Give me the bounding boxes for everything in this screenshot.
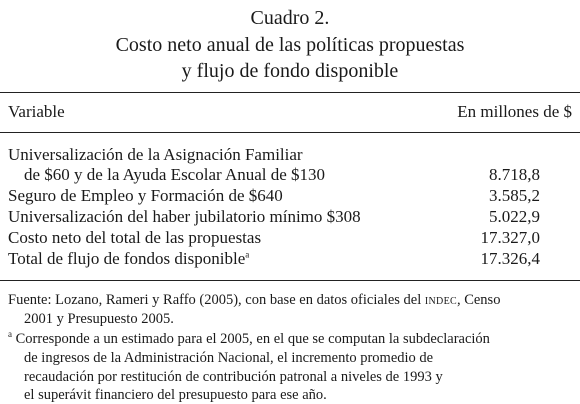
source-note	[8, 291, 570, 311]
row-value: 17.326,4	[480, 249, 540, 268]
row-label-text: Total de flujo de fondos disponible	[8, 249, 246, 268]
source-note-line-2: 2001 y Presupuesto 2005.	[24, 311, 174, 327]
row-label: Universalización del haber jubilatorio mínimo $308	[8, 207, 361, 226]
row-value: 8.718,8	[489, 165, 540, 184]
footnote-text: Corresponde a un estimado para el 2005, en el que se computan la subdeclaración	[12, 331, 490, 347]
footnote	[8, 330, 570, 348]
row-value: 17.327,0	[480, 228, 540, 247]
footnote-line-3: recaudación por restitución de contribución patronal a niveles de 1993 y	[24, 369, 443, 385]
row-value: 5.022,9	[489, 207, 540, 226]
caption-title-line-2: y flujo de fondo disponible	[181, 60, 399, 82]
row-label	[8, 249, 249, 269]
source-text: Fuente: Lozano, Rameri y Raffo (2005), con base en datos oficiales del	[8, 292, 425, 308]
footnote-reference: a	[245, 249, 250, 260]
table-bottom-rule	[0, 280, 580, 281]
source-indec: INDEC	[424, 296, 457, 307]
table-top-rule	[0, 92, 580, 93]
table-header-rule	[0, 132, 580, 133]
row-label: Universalización de la Asignación Familiar	[8, 145, 303, 164]
source-text-suffix: , Censo	[456, 292, 501, 308]
row-label-continuation: de $60 y de la Ayuda Escolar Anual de $130	[24, 165, 326, 184]
cuadro-number: Cuadro 2.	[250, 7, 330, 29]
row-value: 3.585,2	[489, 186, 540, 205]
footnote-mark: a	[8, 329, 12, 340]
caption-title-line-1: Costo neto anual de las políticas propuestas	[115, 34, 465, 56]
row-label: Seguro de Empleo y Formación de $640	[8, 186, 283, 205]
column-header-variable: Variable	[8, 102, 65, 121]
column-header-value: En millones de $	[457, 102, 572, 121]
footnote-line-4: el superávit financiero del presupuesto para ese año.	[24, 387, 327, 403]
footnote-line-2: de ingresos de la Administración Nacional, el incremento promedio de	[24, 350, 434, 366]
row-label: Costo neto del total de las propuestas	[8, 228, 262, 247]
